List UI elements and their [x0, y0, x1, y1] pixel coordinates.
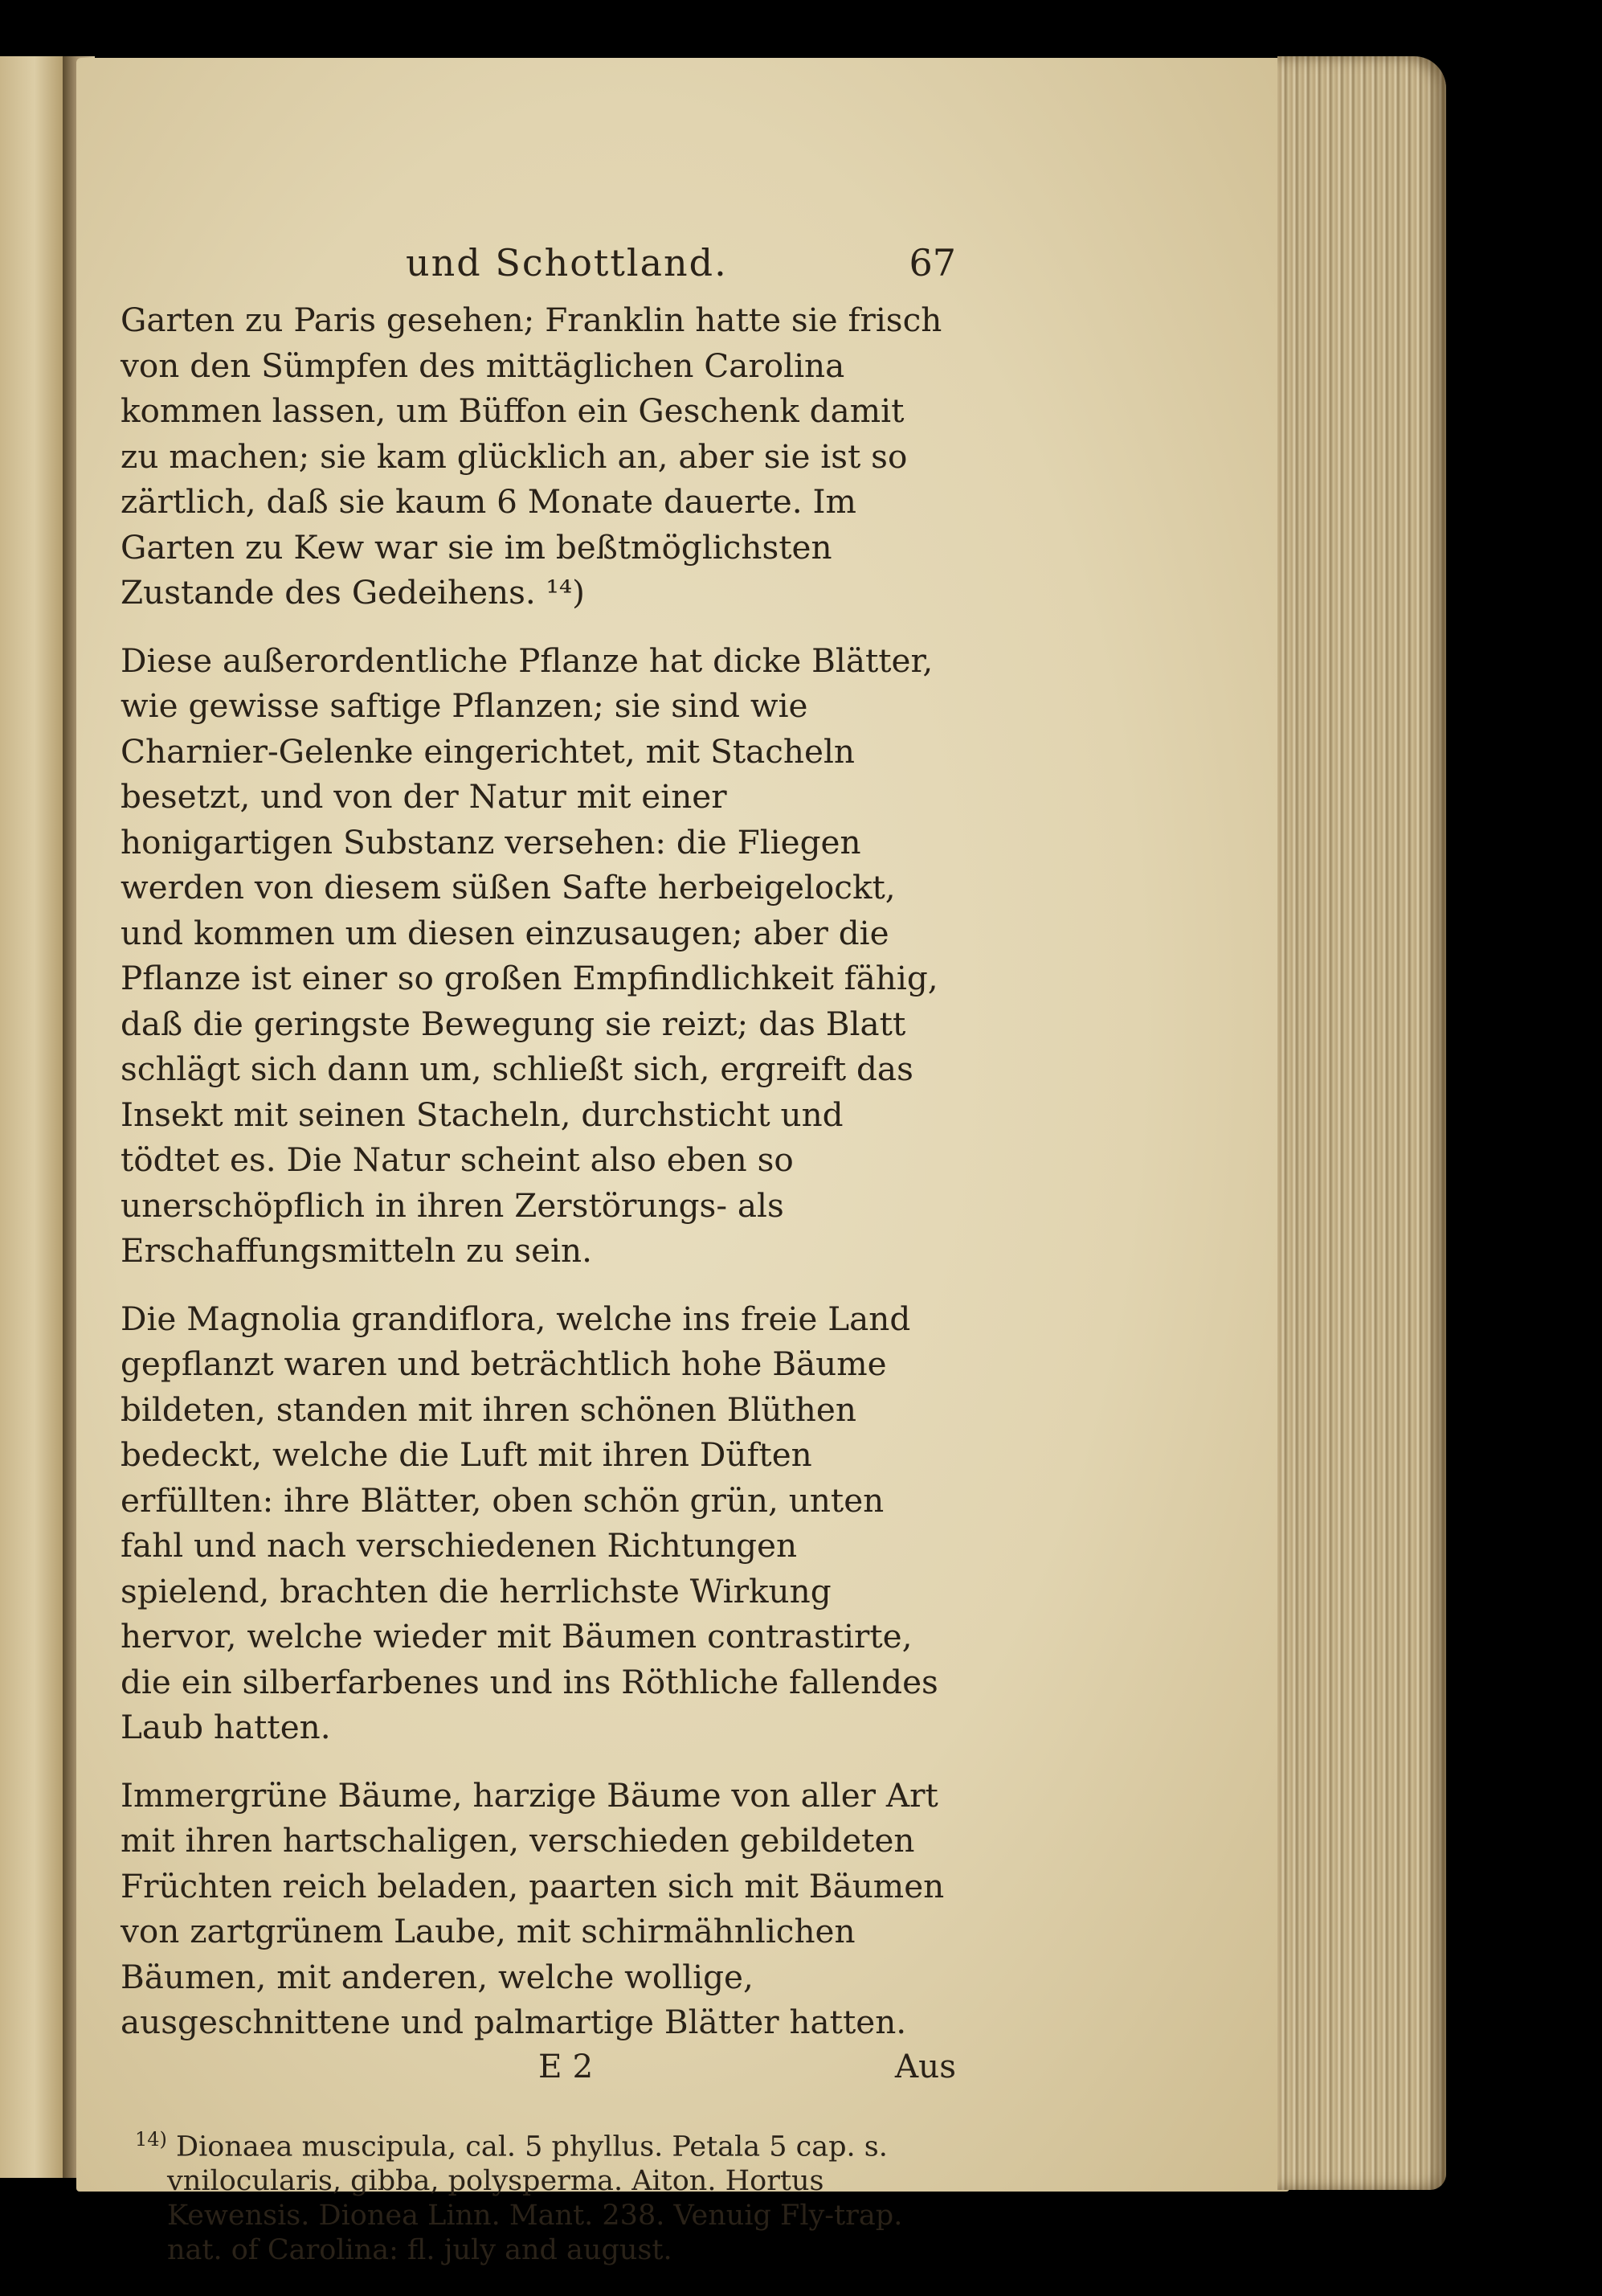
- paragraph-4: Immergrüne Bäume, harzige Bäume von aller Art mit ihren hartschaligen, verschieden gebildeten Früchten reich beladen, paarten sich mit Bäumen von zartgrünem Laube, mit schirmähnlichen Bäumen, mit anderen, welche wollige, ausgeschnittene und palmartige Blätter hatten.: [121, 1775, 945, 2041]
- footnote-text: Dionaea muscipula, cal. 5 phyllus. Petala 5 cap. s. vnilocularis, gibba, polysperma. Aiton. Hortus Kewensis. Dionea Linn. Mant. 238. Venuig Fly-trap. nat. of Carolina: fl. july and august.: [167, 2130, 903, 2267]
- previous-page-edge: [0, 56, 65, 2178]
- catchword: Aus: [894, 2046, 956, 2085]
- paragraph-2: Diese außerordentliche Pflanze hat dicke Blätter, wie gewisse saftige Pflanzen; sie sind wie Charnier-Gelenke eingerichtet, mit Stacheln besetzt, und von der Natur mit einer honigartigen Substanz versehen: die Fliegen werden von diesem süßen Safte herbeigelockt, und kommen um diesen einzusaugen; aber die Pflanze ist einer so großen Empfindlichkeit fähig, daß die geringste Bewegung sie reizt; das Blatt schlägt sich dann um, schließt sich, ergreift das Insekt mit seinen Stacheln, durchsticht und tödtet es. Die Natur scheint also eben so unerschöpflich in ihren Zerstörungs- als Erschaffungsmitteln zu sein.: [121, 641, 938, 1270]
- page-text-block: [121, 241, 956, 2296]
- page-number: 67: [909, 241, 956, 284]
- paragraph-3: Die Magnolia grandiflora, welche ins freie Land gepflanzt waren und beträchtlich hohe Bäume bildeten, standen mit ihren schönen Blüthen bedeckt, welche die Luft mit ihren Düften erfüllten: ihre Blätter, oben schön grün, unten fahl und nach verschiedenen Richtungen spielend, brachten die herrlichste Wirkung hervor, welche wieder mit Bäumen contrastirte, die ein silberfarbenes und ins Röthliche fallendes Laub hatten.: [121, 1299, 938, 1746]
- running-head: und Schottland.: [406, 241, 728, 284]
- page-header: [121, 241, 956, 297]
- page-fore-edge: [1277, 56, 1446, 2190]
- footnote-marker: 14): [135, 2127, 167, 2151]
- paragraph-1: Garten zu Paris gesehen; Franklin hatte sie frisch von den Sümpfen des mittäglichen Carolina kommen lassen, um Büffon ein Geschenk damit zu machen; sie kam glücklich an, aber sie ist so zärtlich, daß sie kaum 6 Monate dauerte. Im Garten zu Kew war sie im beßtmöglichsten Zustande des Gedeihens. ¹⁴): [121, 301, 942, 612]
- printer-signature: E 2: [538, 2046, 594, 2085]
- footnote: [121, 2122, 948, 2269]
- signature-line: [121, 2045, 956, 2093]
